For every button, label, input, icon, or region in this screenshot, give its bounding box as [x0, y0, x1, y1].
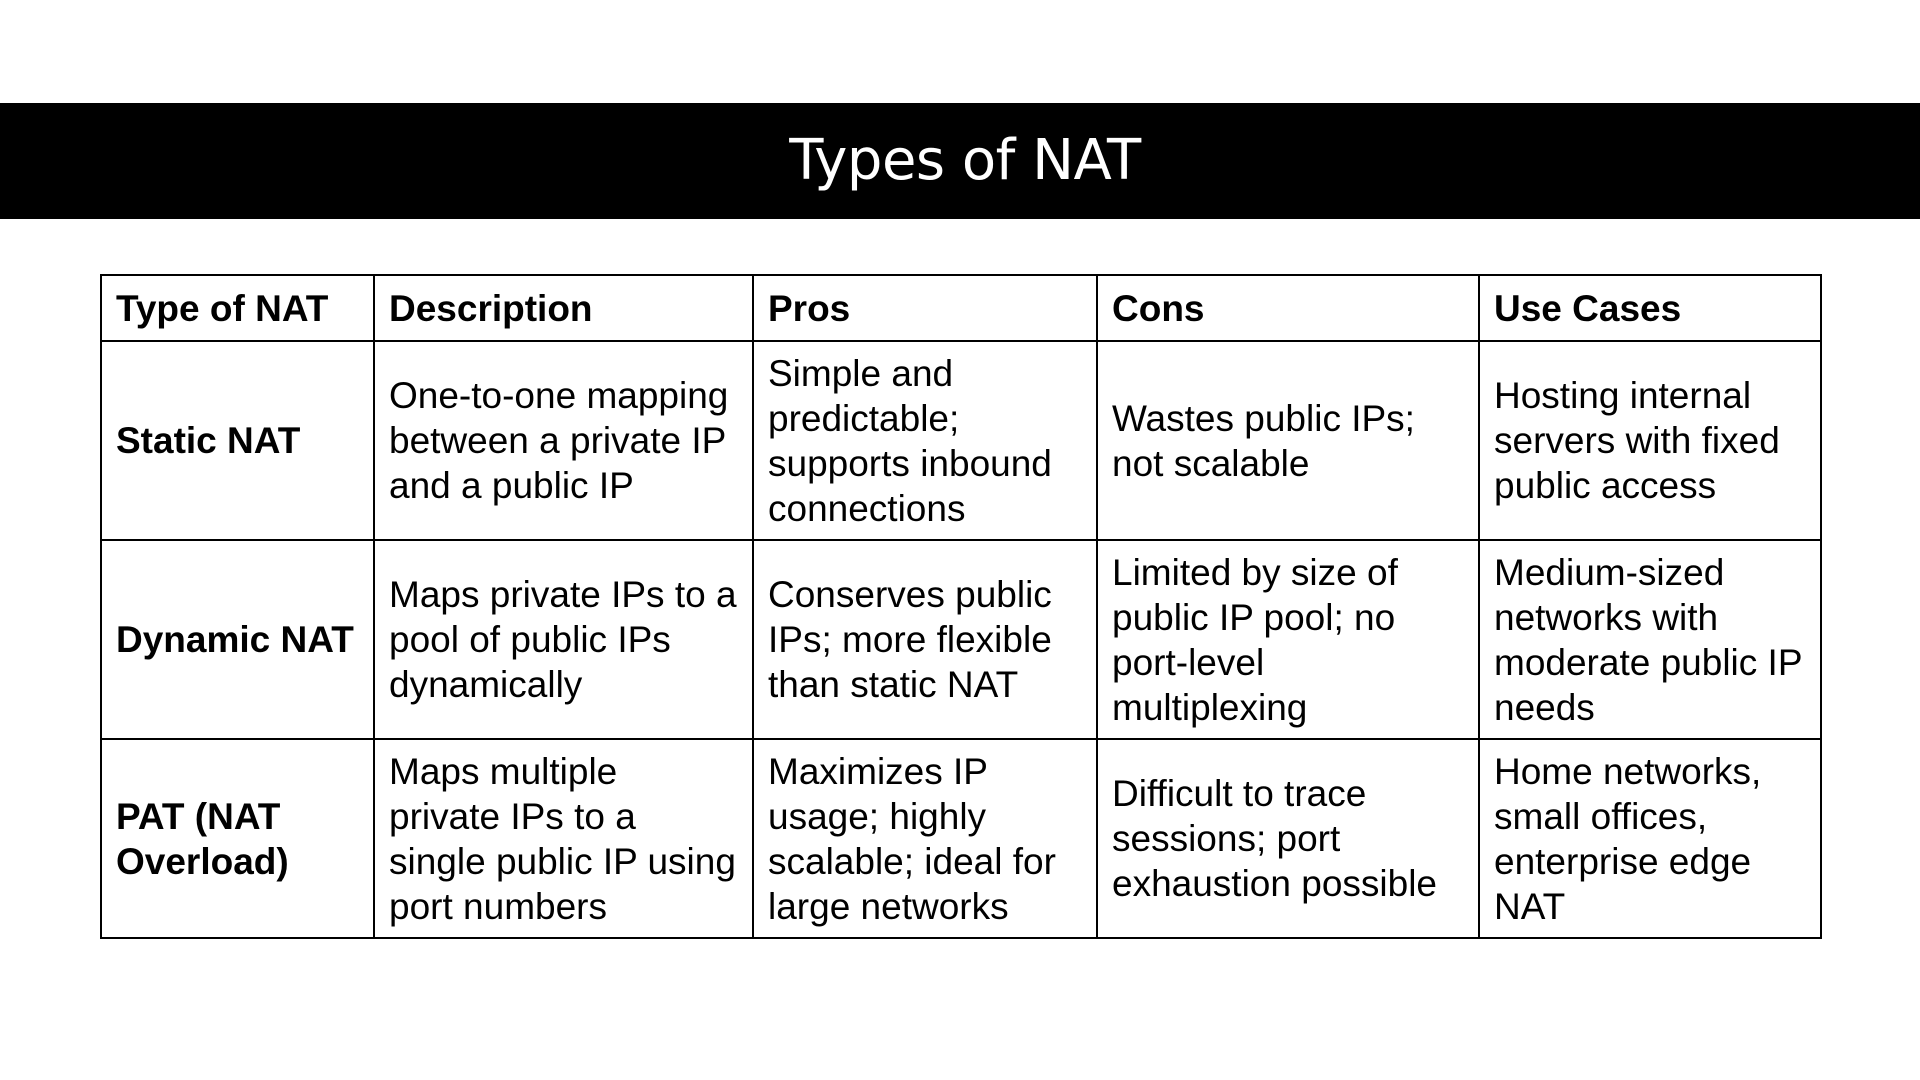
header-use-cases: Use Cases	[1479, 275, 1821, 341]
nat-comparison-table	[100, 274, 1822, 939]
table-row	[101, 739, 1821, 938]
cell-type: Static NAT	[101, 341, 374, 540]
header-type: Type of NAT	[101, 275, 374, 341]
cell-cons: Difficult to trace sessions; port exhaustion possible	[1097, 739, 1479, 938]
cell-description: Maps multiple private IPs to a single public IP using port numbers	[374, 739, 753, 938]
cell-type: PAT (NAT Overload)	[101, 739, 374, 938]
title-bar	[0, 103, 1920, 219]
header-pros: Pros	[753, 275, 1097, 341]
cell-use-cases: Home networks, small offices, enterprise edge NAT	[1479, 739, 1821, 938]
header-description: Description	[374, 275, 753, 341]
cell-description: One-to-one mapping between a private IP and a public IP	[374, 341, 753, 540]
cell-use-cases: Hosting internal servers with fixed public access	[1479, 341, 1821, 540]
table-row	[101, 540, 1821, 739]
cell-pros: Maximizes IP usage; highly scalable; ideal for large networks	[753, 739, 1097, 938]
cell-type: Dynamic NAT	[101, 540, 374, 739]
cell-pros: Conserves public IPs; more flexible than static NAT	[753, 540, 1097, 739]
slide-title: Types of NAT	[789, 128, 1141, 193]
cell-use-cases: Medium-sized networks with moderate public IP needs	[1479, 540, 1821, 739]
table-row	[101, 341, 1821, 540]
header-cons: Cons	[1097, 275, 1479, 341]
cell-cons: Limited by size of public IP pool; no port-level multiplexing	[1097, 540, 1479, 739]
cell-description: Maps private IPs to a pool of public IPs dynamically	[374, 540, 753, 739]
cell-cons: Wastes public IPs; not scalable	[1097, 341, 1479, 540]
cell-pros: Simple and predictable; supports inbound connections	[753, 341, 1097, 540]
table-header-row	[101, 275, 1821, 341]
